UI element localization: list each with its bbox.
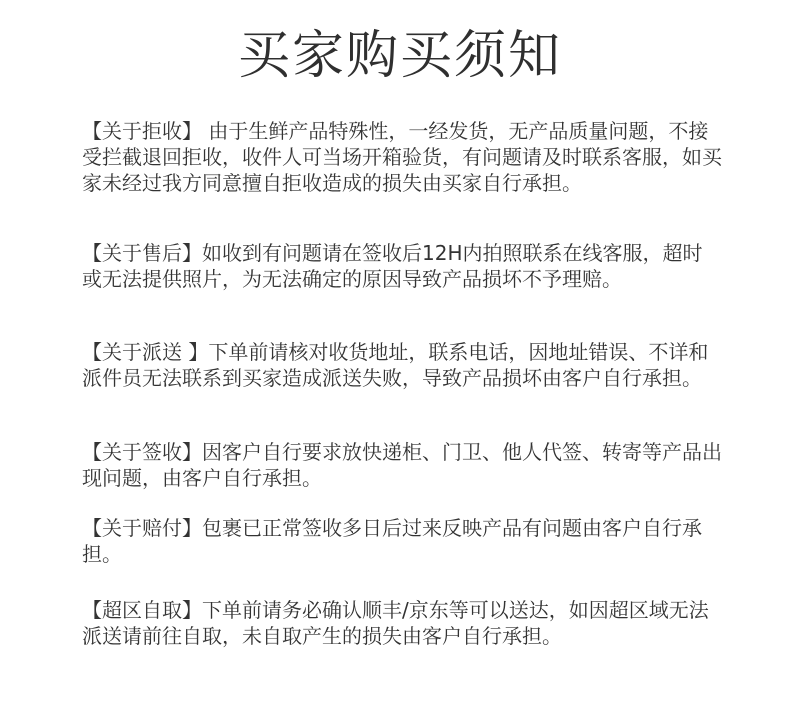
section-delivery <box>82 339 722 391</box>
section-text: 因客户自行要求放快递柜、门卫、他人代签、转寄等产品出现问题，由客户自行承担。 <box>82 440 722 490</box>
section-text: 如收到有问题请在签收后12H内拍照联系在线客服，超时或无法提供照片，为无法确定的原因导致产品损坏不予理赔。 <box>82 241 703 291</box>
section-tag: 【关于赔付】 <box>82 516 202 540</box>
section-tag: 【关于售后】 <box>82 241 202 265</box>
page-title: 买家购买须知 <box>237 26 562 86</box>
section-out-of-area-pickup <box>82 597 722 649</box>
section-after-sales <box>82 240 722 292</box>
section-tag: 【超区自取】 <box>82 598 202 622</box>
section-tag: 【关于派送 】 <box>82 340 209 364</box>
section-text: 下单前请核对收货地址，联系电话，因地址错误、不详和派件员无法联系到买家造成派送失败，导致产品损坏由客户自行承担。 <box>82 340 709 390</box>
section-text: 由于生鲜产品特殊性，一经发货，无产品质量问题，不接受拦截退回拒收，收件人可当场开箱验货，有问题请及时联系客服，如买家未经过我方同意擅自拒收造成的损失由买家自行承担。 <box>82 119 722 195</box>
section-compensation <box>82 515 722 567</box>
section-text: 包裹已正常签收多日后过来反映产品有问题由客户自行承担。 <box>82 516 702 566</box>
section-text: 下单前请务必确认顺丰/京东等可以送达，如因超区域无法派送请前往自取，未自取产生的损失由客户自行承担。 <box>82 598 709 648</box>
section-receipt <box>82 439 722 491</box>
section-tag: 【关于拒收】 <box>82 119 202 143</box>
section-rejection <box>82 118 722 196</box>
section-tag: 【关于签收】 <box>82 440 202 464</box>
